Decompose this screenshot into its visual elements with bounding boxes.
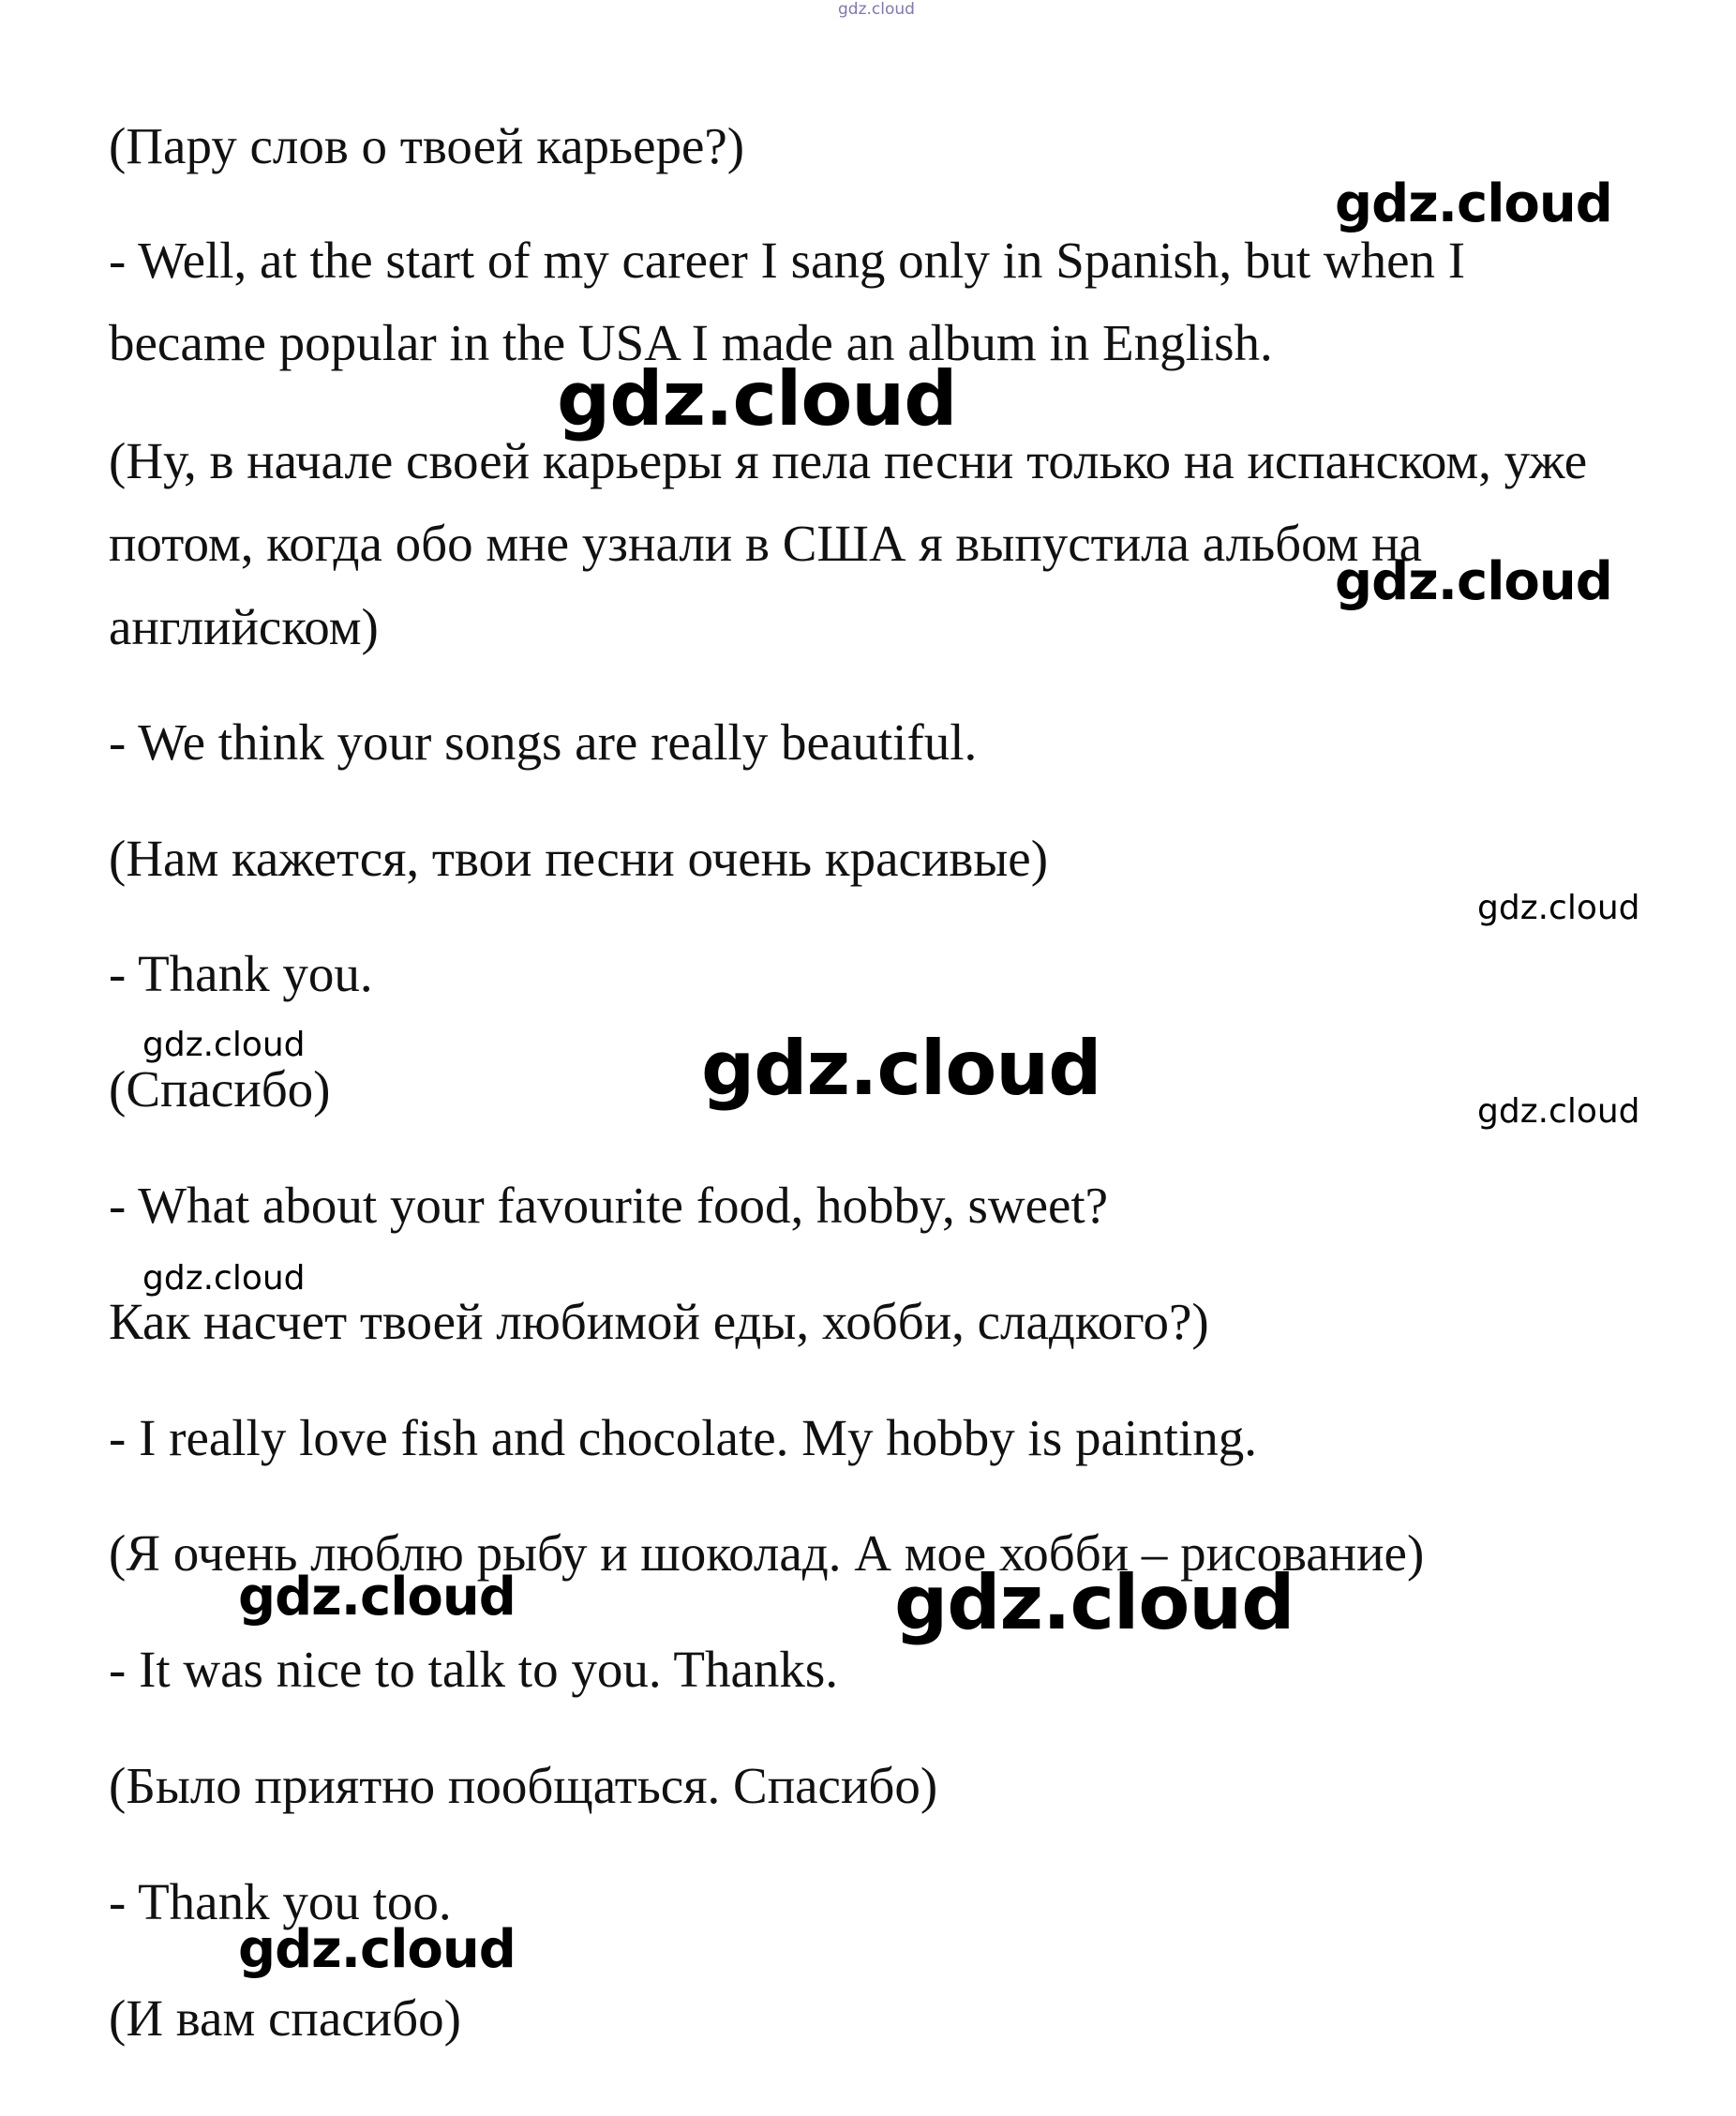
text-line: потом, когда обо мне узнали в США я выпустила альбом на — [109, 515, 1422, 572]
text-line: - Thank you. — [109, 945, 373, 1002]
text-line: (Я очень люблю рыбу и шоколад. А мое хобби – рисование) — [109, 1524, 1425, 1582]
watermark: gdz.cloud — [142, 1026, 306, 1064]
text-line: (Ну, в начале своей карьеры я пела песни только на испанском, уже — [109, 432, 1588, 489]
text-line: - We think your songs are really beautiful. — [109, 713, 978, 771]
text-line: - Well, at the start of my career I sang only in Spanish, but when I — [109, 232, 1466, 289]
text-line: - I really love fish and chocolate. My hobby is painting. — [109, 1409, 1257, 1466]
text-line: (И вам спасибо) — [109, 1989, 461, 2047]
watermark: gdz.cloud — [894, 1559, 1295, 1646]
text-line: - Thank you too. — [109, 1873, 452, 1930]
watermark: gdz.cloud — [142, 1259, 306, 1298]
text-line: Как насчет твоей любимой еды, хобби, сладкого?) — [109, 1293, 1209, 1350]
watermark: gdz.cloud — [238, 1919, 516, 1980]
text-line: (Пару слов о твоей карьере?) — [109, 117, 745, 174]
text-line: - It was nice to talk to you. Thanks. — [109, 1641, 839, 1698]
watermark: gdz.cloud — [1335, 551, 1612, 612]
text-line: (Спасибо) — [109, 1060, 331, 1118]
watermark: gdz.cloud — [1477, 889, 1640, 927]
watermark: gdz.cloud — [701, 1025, 1101, 1112]
text-line: английском) — [109, 598, 379, 655]
watermark: gdz.cloud — [557, 355, 957, 443]
text-line: (Было приятно пообщаться. Спасибо) — [109, 1757, 938, 1814]
text-line: became popular in the USA I made an album in English. — [109, 314, 1273, 371]
header-site-mark: gdz.cloud — [838, 0, 915, 19]
text-line: - What about your favourite food, hobby, sweet? — [109, 1177, 1109, 1234]
watermark: gdz.cloud — [1335, 173, 1612, 234]
watermark: gdz.cloud — [238, 1567, 516, 1628]
watermark: gdz.cloud — [1477, 1092, 1640, 1131]
text-line: (Нам кажется, твои песни очень красивые) — [109, 830, 1049, 887]
